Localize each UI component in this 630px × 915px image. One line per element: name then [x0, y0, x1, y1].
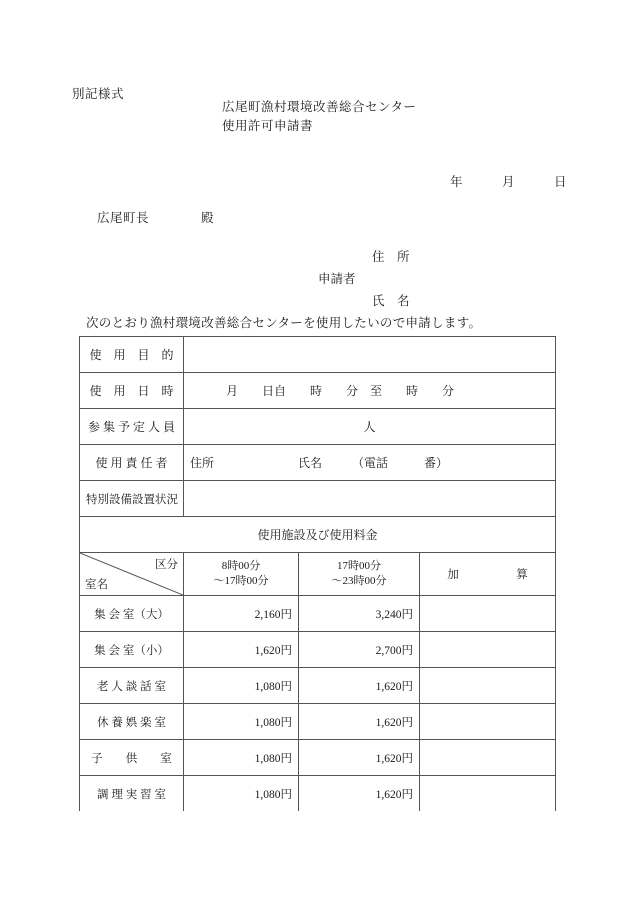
room-name: 老 人 談 話 室 [80, 668, 184, 704]
day-fee: 1,080円 [184, 776, 299, 812]
surcharge-field[interactable] [420, 632, 556, 668]
row-value-manager[interactable]: 住所 氏名 （電話 番） [184, 445, 556, 481]
table-row [80, 668, 556, 704]
fee-header-evening-line1: 17時00分 [337, 560, 381, 572]
fee-header-surcharge: 加 算 [420, 553, 556, 596]
surcharge-field[interactable] [420, 776, 556, 812]
surcharge-field[interactable] [420, 596, 556, 632]
room-name: 休 養 娯 楽 室 [80, 704, 184, 740]
application-table [79, 336, 556, 811]
document-title [222, 98, 417, 136]
fee-header-evening [299, 553, 420, 596]
room-name: 子 供 室 [80, 740, 184, 776]
table-row-attendance [80, 409, 556, 445]
document-title-line2: 使用許可申請書 [222, 119, 314, 133]
fee-header-category-label: 区分 [155, 559, 178, 571]
day-fee: 1,080円 [184, 668, 299, 704]
lead-sentence: 次のとおり漁村環境改善総合センターを使用したいので申請します。 [86, 316, 482, 330]
day-fee: 1,080円 [184, 740, 299, 776]
table-row [80, 776, 556, 812]
night-fee: 1,620円 [299, 668, 420, 704]
addressee-line: 広尾町長 殿 [97, 211, 215, 225]
day-fee: 1,080円 [184, 704, 299, 740]
night-fee: 1,620円 [299, 704, 420, 740]
room-name: 調 理 実 習 室 [80, 776, 184, 812]
table-row [80, 704, 556, 740]
surcharge-field[interactable] [420, 704, 556, 740]
room-name: 集 会 室（大） [80, 596, 184, 632]
table-row-purpose [80, 337, 556, 373]
table-row [80, 740, 556, 776]
surcharge-field[interactable] [420, 740, 556, 776]
row-label-attendance: 参 集 予 定 人 員 [80, 409, 184, 445]
room-name: 集 会 室（小） [80, 632, 184, 668]
night-fee: 2,700円 [299, 632, 420, 668]
table-row [80, 596, 556, 632]
surcharge-field[interactable] [420, 668, 556, 704]
table-row [80, 632, 556, 668]
applicant-label: 申請者 [318, 272, 356, 286]
form-id-label: 別記様式 [72, 87, 125, 101]
fee-header-daytime-line1: 8時00分 [221, 560, 261, 572]
night-fee: 1,620円 [299, 776, 420, 812]
table-row-datetime [80, 373, 556, 409]
fee-header-daytime [184, 553, 299, 596]
fee-header-corner-cell [80, 553, 184, 596]
fee-section-heading: 使用施設及び使用料金 [80, 517, 556, 553]
row-label-equipment: 特別設備設置状況 [80, 481, 184, 517]
fee-header-evening-line2: 〜23時00分 [331, 575, 387, 587]
row-value-datetime[interactable]: 月 日自 時 分 至 時 分 [184, 373, 556, 409]
row-label-manager: 使 用 責 任 者 [80, 445, 184, 481]
fee-header-daytime-line2: 〜17時00分 [213, 575, 269, 587]
day-fee: 2,160円 [184, 596, 299, 632]
row-value-attendance[interactable]: 人 [184, 409, 556, 445]
applicant-address-label: 住 所 [372, 250, 410, 264]
fee-header-room-label: 室名 [85, 579, 108, 591]
applicant-name-label: 氏 名 [372, 294, 410, 308]
night-fee: 1,620円 [299, 740, 420, 776]
night-fee: 3,240円 [299, 596, 420, 632]
row-label-datetime: 使 用 日 時 [80, 373, 184, 409]
row-value-purpose[interactable] [184, 337, 556, 373]
fee-section-heading-row [80, 517, 556, 553]
fee-table-header-row [80, 553, 556, 596]
document-title-line1: 広尾町漁村環境改善総合センター [222, 100, 417, 114]
day-fee: 1,620円 [184, 632, 299, 668]
row-value-equipment[interactable] [184, 481, 556, 517]
date-line: 年 月 日 [450, 175, 568, 189]
table-row-equipment [80, 481, 556, 517]
row-label-purpose: 使 用 目 的 [80, 337, 184, 373]
table-row-manager [80, 445, 556, 481]
